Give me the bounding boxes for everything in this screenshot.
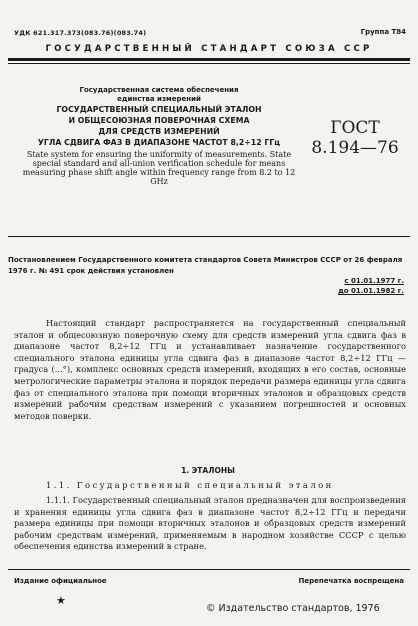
section-heading: 1. ЭТАЛОНЫ xyxy=(181,466,235,475)
gost-designation xyxy=(300,118,410,158)
reprint-notice: Перепечатка воспрещена xyxy=(298,577,404,585)
title-main-4: УГЛА СДВИГА ФАЗ В ДИАПАЗОНЕ ЧАСТОТ 8,2÷12 ГГц xyxy=(37,138,281,147)
footer-rule xyxy=(8,569,410,570)
valid-to: до 01.01.1982 г. xyxy=(338,287,404,295)
title-divider xyxy=(8,236,410,237)
title-block xyxy=(14,86,304,186)
star-icon: ★ xyxy=(56,594,66,607)
title-main-2: И ОБЩЕСОЮЗНАЯ ПОВЕРОЧНАЯ СХЕМА xyxy=(68,116,250,125)
valid-from: с 01.01.1977 г. xyxy=(344,277,404,285)
udc-code: УДК 621.317.373(083.76)(083.74) xyxy=(14,29,147,37)
validity-dates xyxy=(338,276,404,296)
title-english: State system for ensuring the uniformity of measurements. State special standard and all-union verification schedule for means measuring phase shift angle within frequency range from 8.2 to 12 GHz xyxy=(22,150,296,186)
banner-rule-thin xyxy=(8,63,410,64)
copyright-line: © Издательство стандартов, 1976 xyxy=(206,603,380,614)
gost-number: 8.194—76 xyxy=(311,138,399,158)
title-system: Государственная система обеспечения xyxy=(79,86,239,94)
group-code: Группа Т84 xyxy=(360,28,406,36)
banner-rule-thick xyxy=(8,58,410,61)
intro-paragraph: Настоящий стандарт распространяется на государственный специальный эталон и общесоюзную поверочную схему для средств измерений угла сдвига фаз в диапазоне частот 8,2÷12 ГГц и устанавливает назначение государственного специального эталона единицы угла сдвига фаз в диапазоне частот 8,2÷12 ГГц — градуса (...°), комплекс основных средств измерений, входящих в его состав, основные метрологические параметры эталона и порядок передачи размера единицы угла сдвига фаз от специального эталона при помощи вторичных эталонов и образцовых средств измерений рабочим средствам измерений с указанием погрешностей и основных методов поверки. xyxy=(14,318,406,421)
gost-label: ГОСТ xyxy=(330,118,380,138)
title-main-3: ДЛЯ СРЕДСТВ ИЗМЕРЕНИЙ xyxy=(98,127,220,136)
title-main-1: ГОСУДАРСТВЕННЫЙ СПЕЦИАЛЬНЫЙ ЭТАЛОН xyxy=(56,105,262,114)
section-paragraph: 1.1.1. Государственный специальный эталон предназначен для воспроизведения и хранения единицы угла сдвига фаз в диапазоне частот 8,2÷12 ГГц и передачи размера единицы при помощи вторичных эталонов и образцовых средств измерений рабочим средствам измерений, применяемым в народном хозяйстве СССР с целью обеспечения единства измерений в стране. xyxy=(14,495,406,552)
standard-banner: ГОСУДАРСТВЕННЫЙ СТАНДАРТ СОЮЗА ССР xyxy=(45,44,373,54)
edition-label: Издание официальное xyxy=(14,577,107,585)
title-system-2: единства измерений xyxy=(117,95,201,103)
decree-text: Постановлением Государственного комитета стандартов Совета Министров СССР от 26 февраля 1976 г. № 491 срок действия установлен xyxy=(8,256,403,275)
subsection-heading: 1.1. Государственный специальный эталон xyxy=(46,481,334,491)
